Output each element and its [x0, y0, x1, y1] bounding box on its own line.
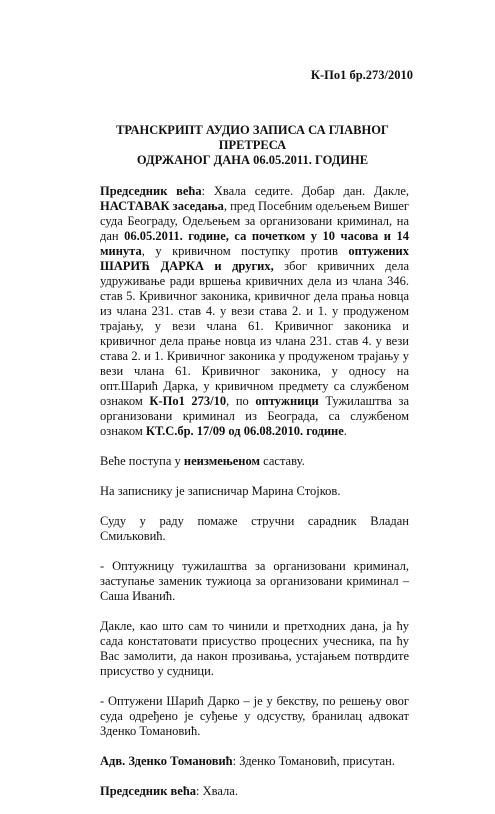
transcript-body	[100, 184, 409, 814]
paragraph-presiding-judge-opening	[100, 184, 409, 439]
paragraph-attendance: Дакле, као што сам то чинили и претходних дана, ја ћу сада констатовати присуство процесних учесника, па ћу Вас замолити, да након прозивања, устајањем потврдите присуство у судници.	[100, 619, 409, 678]
paragraph-text: : Зденко Томановић, присутан.	[232, 754, 395, 768]
paragraph-text: , пред Посебним одељењем Вишег суда Београду, Одељењем за организовани криминал, на дан	[100, 199, 409, 243]
paragraph-text: саставу.	[260, 454, 305, 468]
paragraph-presiding-judge-thanks	[100, 784, 409, 799]
emphasis-text: 06.05.2011. године, са почетком у 10 часова и 14 минута	[100, 229, 409, 258]
paragraph-recorder: На записнику је записничар Марина Стојков.	[100, 484, 341, 498]
paragraph-defendant: - Оптужени Шарић Дарко – је у бекству, по решењу овог суда одређено је суђење у одсуству, бранилац адвокат Зденко Томановић.	[100, 694, 409, 738]
speaker-label: Адв. Зденко Томановић	[100, 754, 233, 768]
paragraph-panel-composition	[100, 454, 409, 469]
paragraph-text: , у кривичном поступку против	[141, 244, 349, 258]
paragraph-defense-attorney	[100, 754, 409, 769]
paragraph-prosecutor: - Оптужницу тужилаштва за организовани криминал, заступање заменик тужиоца за организовани криминал – Саша Ивани̇ћ.	[100, 559, 409, 603]
speaker-label: Председник већа	[100, 784, 197, 798]
emphasis-text: неизмењеном	[183, 454, 261, 468]
case-reference: К-По1 бр.273/2010	[310, 68, 413, 82]
title-line-1: ТРАНСКРИПТ АУДИО ЗАПИСА СА ГЛАВНОГ ПРЕТРЕСА	[116, 123, 389, 152]
paragraph-text: , по	[226, 394, 256, 408]
paragraph-text: : Хвала.	[196, 784, 238, 798]
emphasis-text: НАСТАВАК заседања	[100, 199, 224, 213]
paragraph-text: Тужилаштва за организовани криминал из Београда, са службеном ознаком	[100, 394, 409, 438]
speaker-label: Председник већа	[100, 184, 202, 198]
emphasis-text: оптужених ШАРИЋ ДАРКА и других,	[100, 244, 409, 273]
paragraph-text: Веће поступа у	[100, 454, 184, 468]
paragraph-text: .	[343, 424, 347, 438]
paragraph-text: због кривичних дела удруживање ради вршења кривичних дела из члана 346. став 5. Кривичног законика, кривичног дела прања новца из члана 231. став 4. у вези става 2. и 1. у продуженом трајању, у вези члана 61. Кривичног законика и кривичног дела прање новца из члана 231. став 4. у вези става 2. и 1. Кривичног законика у продуженом трајању у вези члана 61. Кривичног законика, у односу на опт.Шарић Дарка, у кривичном предмету са службеном ознаком	[100, 259, 410, 408]
emphasis-text: КТ.С.бр. 17/09 од 06.08.2010. године	[145, 424, 344, 438]
emphasis-text: К-По1 273/10	[149, 394, 227, 408]
paragraph-associate: Суду у раду помаже стручни сарадник Владан Смиљковић.	[100, 514, 409, 543]
document-title	[100, 123, 405, 168]
emphasis-text: оптужници	[255, 394, 319, 408]
paragraph-text: : Хвала седите. Добар дан. Дакле,	[201, 184, 409, 198]
title-line-2: ОДРЖАНОГ ДАНА 06.05.2011. ГОДИНЕ	[136, 153, 369, 167]
